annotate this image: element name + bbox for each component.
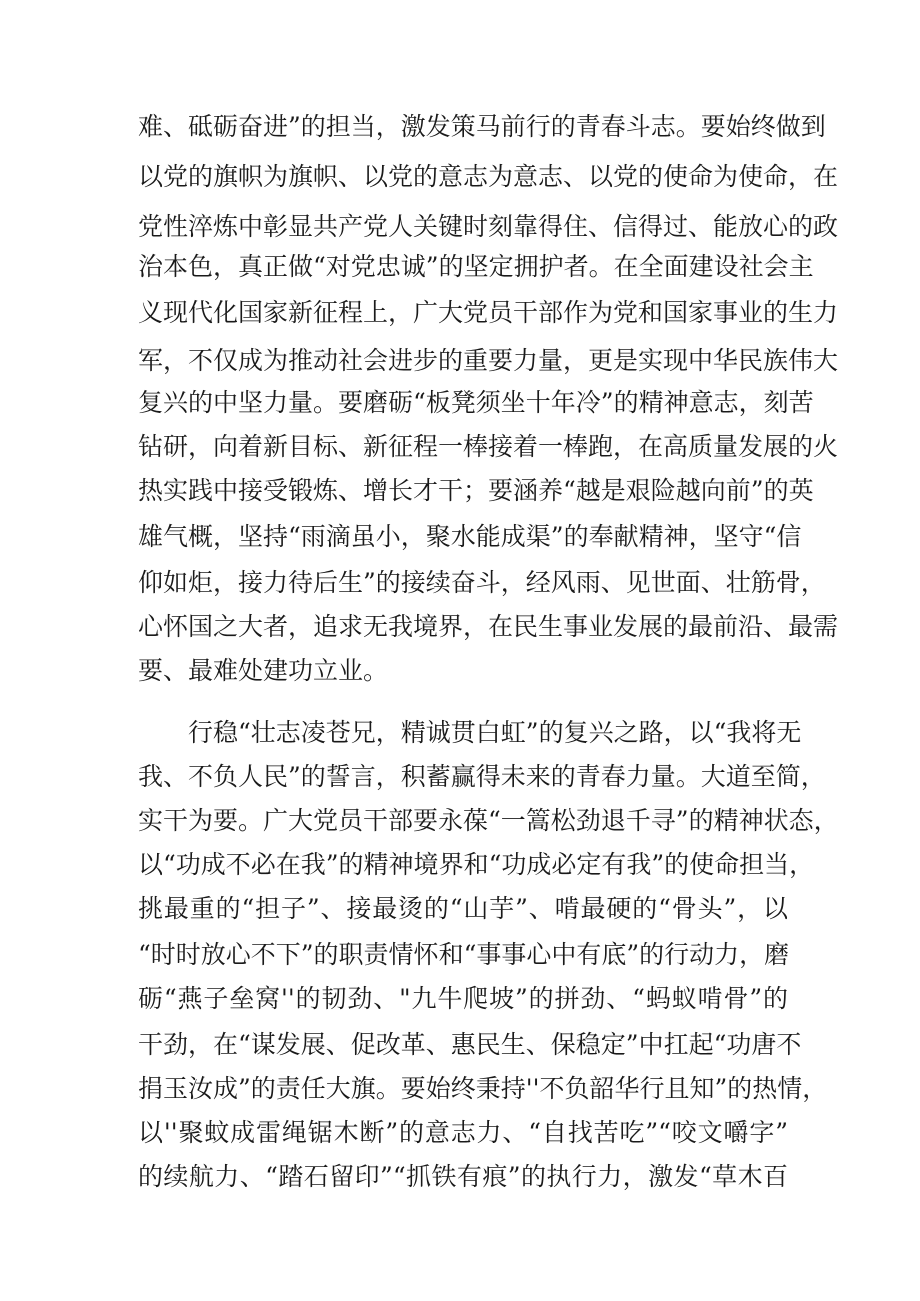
text-line: 挑最重的“担子”、接最烫的“山芋”、啃最硬的“骨头”，以 (138, 894, 788, 923)
text-line: 我、不负人民”的誓言，积蓄赢得未来的青春力量。大道至简， (138, 762, 826, 791)
text-line: 砺“燕子垒窝''的韧劲、"九牛爬坡”的拼劲、“蚂蚁啃骨”的 (138, 984, 788, 1013)
text-line: 的续航力、“踏石留印”“抓铁有痕”的执行力，激发“草木百 (138, 1162, 788, 1191)
text-line: 心怀国之大者，追求无我境界，在民生事业发展的最前沿、最需 (138, 612, 839, 641)
text-line: 行稳“壮志凌苍兄，精诚贯白虹”的复兴之路，以“我将无 (188, 718, 802, 747)
text-line: 干劲，在“谋发展、促改革、惠民生、保稳定”中扛起“功唐不 (138, 1030, 802, 1059)
text-line: 以“功成不必在我”的精神境界和“功成必定有我”的使命担当， (138, 850, 815, 879)
text-line: 军，不仅成为推动社会进步的重要力量，更是实现中华民族伟大 (138, 346, 839, 375)
text-line: 仰如炬，接力待后生”的接续奋斗，经风雨、见世面、壮筋骨， (138, 568, 826, 597)
text-line: 捐玉汝成”的责任大旗。要始终秉持''不负韶华行且知”的热情， (138, 1074, 828, 1103)
text-line: 要、最难处建功立业。 (138, 656, 389, 685)
text-line: 治本色，真正做“对党忠诚”的坚定拥护者。在全面建设社会主 (138, 252, 814, 281)
text-line: 党性淬炼中彰显共产党人关键时刻靠得住、信得过、能放心的政 (138, 212, 839, 241)
text-line: “时时放心不下”的职责情怀和“事事心中有底”的行动力，磨 (138, 940, 790, 969)
text-line: 复兴的中坚力量。要磨砺“板凳须坐十年冷”的精神意志，刻苦 (138, 388, 814, 417)
text-line: 热实践中接受锻炼、增长才干；要涵养“越是艰险越向前”的英 (138, 476, 814, 505)
text-line: 实干为要。广大党员干部要永葆“一篙松劲退千寻”的精神状态， (138, 806, 839, 835)
text-line: 雄气概，坚持“雨滴虽小，聚水能成渠”的奉献精神，坚守“信 (138, 522, 802, 551)
text-line: 以''聚蚊成雷绳锯木断”的意志力、“自找苦吃”“咬文嚼字” (138, 1118, 788, 1147)
text-line: 难、砥砺奋进”的担当，激发策马前行的青春斗志。要始终做到 (138, 112, 826, 141)
text-line: 义现代化国家新征程上，广大党员干部作为党和国家事业的生力 (138, 298, 839, 327)
text-line: 钻研，向着新目标、新征程一棒接着一棒跑，在高质量发展的火 (138, 432, 839, 461)
text-line: 以党的旗帜为旗帜、以党的意志为意志、以党的使命为使命，在 (138, 162, 839, 191)
